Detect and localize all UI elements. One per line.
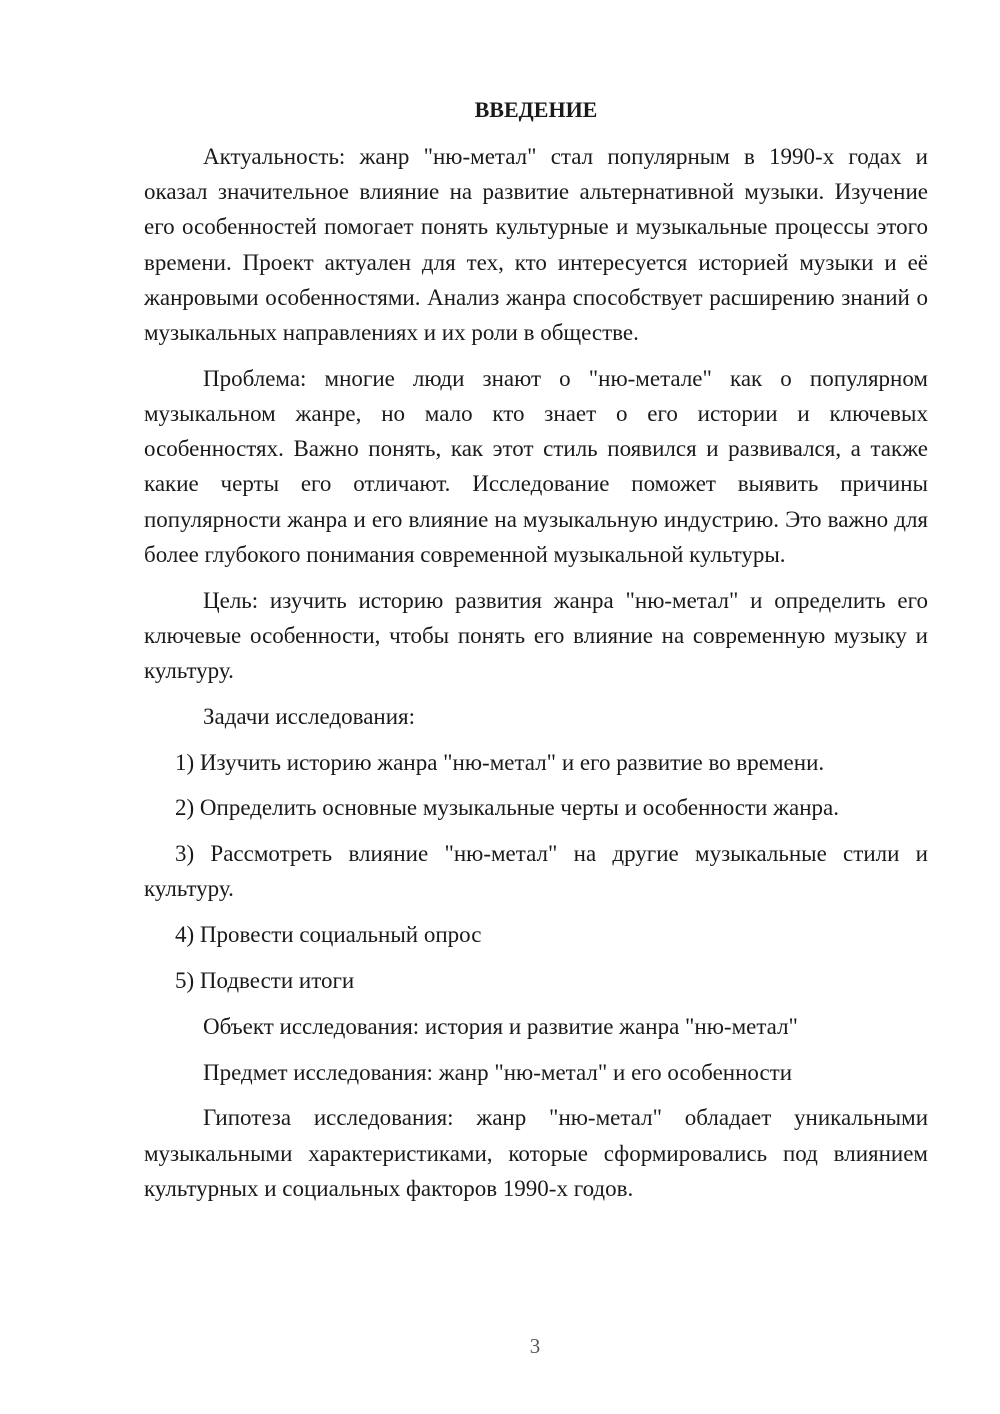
paragraph-subject: Предмет исследования: жанр "ню-метал" и его особенности [203, 1059, 793, 1085]
task-item-2: 2) Определить основные музыкальные черты и особенности жанра. [175, 795, 839, 821]
paragraph-hypothesis: Гипотеза исследования: жанр "ню-метал" обладает уникальными музыкальными характеристиками, которые сформировались под влиянием культурных и социальных факторов 1990-х годов. [144, 1105, 928, 1201]
task-item-1: 1) Изучить историю жанра "ню-метал" и его развитие во времени. [175, 749, 825, 775]
task-item-5: 5) Подвести итоги [175, 968, 355, 994]
paragraph-goal: Цель: изучить историю развития жанра "ню-метал" и определить его ключевые особенности, чтобы понять его влияние на современную музыку и культуру. [144, 587, 928, 684]
paragraph-object: Объект исследования: история и развитие жанра "ню-метал" [203, 1013, 798, 1039]
paragraph-relevance: Актуальность: жанр "ню-метал" стал популярным в 1990-х годах и оказал значительное влияние на развитие альтернативной музыки. Изучение его особенностей помогает понять культурные и музыкальные процессы этого времени. Проект актуален для тех, кто интересуется историей музыки и её жанровыми особенностями. Анализ жанра способствует расширению знаний о музыкальных направлениях и их роли в обществе. [144, 144, 928, 346]
page-content [144, 92, 928, 1217]
paragraph-problem: Проблема: многие люди знают о "ню-метале" как о популярном музыкальном жанре, но мало кто знает о его истории и ключевых особенностях. Важно понять, как этот стиль появился и развивался, а также какие черты его отличают. Исследование поможет выявить причины популярности жанра и его влияние на музыкальную индустрию. Это важно для более глубокого понимания современной музыкальной культуры. [144, 365, 928, 567]
tasks-heading: Задачи исследования: [203, 703, 416, 729]
page-number: 3 [529, 1334, 541, 1358]
task-item-3: 3) Рассмотреть влияние "ню-метал" на другие музыкальные стили и культуру. [144, 841, 928, 902]
task-item-4: 4) Провести социальный опрос [175, 922, 482, 948]
section-heading: ВВЕДЕНИЕ [474, 97, 598, 122]
